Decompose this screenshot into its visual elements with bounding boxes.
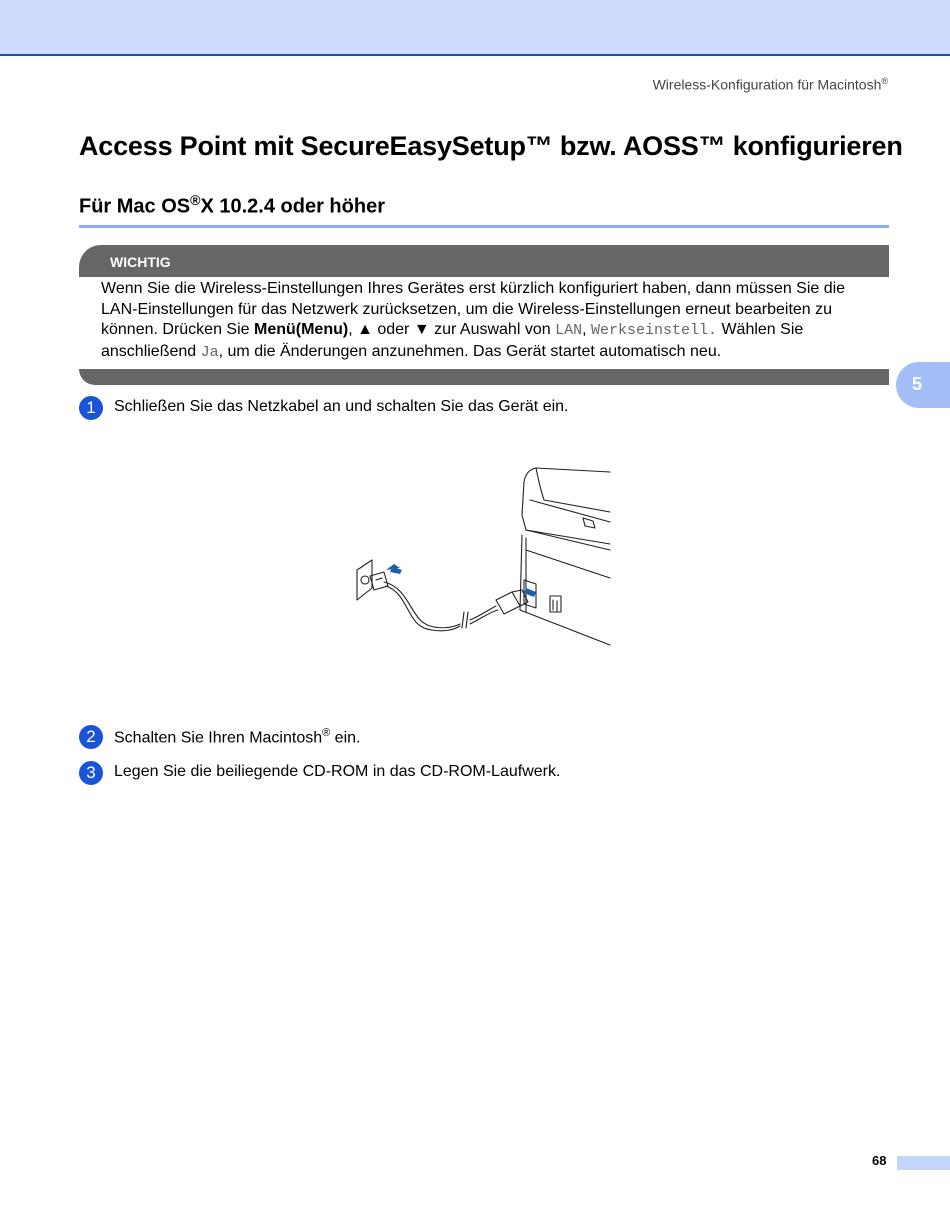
note-text: ,	[582, 321, 591, 338]
lcd-text-ja: Ja	[200, 343, 219, 361]
registered-mark: ®	[322, 727, 331, 739]
lcd-text-werkseinstell: Werkseinstell.	[590, 322, 717, 339]
note-text: können. Drücken Sie	[101, 321, 254, 338]
top-band	[0, 0, 950, 56]
step-text	[114, 727, 360, 747]
note-line	[101, 342, 891, 364]
note-header-bar	[79, 245, 889, 277]
step-text-suffix: ein.	[330, 729, 361, 747]
note-label: WICHTIG	[110, 254, 171, 270]
page-number: 68	[872, 1153, 887, 1168]
step-text-main: Schalten Sie Ihren Macintosh	[114, 729, 323, 747]
note-body	[101, 279, 891, 363]
section-heading	[79, 192, 385, 219]
lcd-text-lan: LAN	[555, 322, 583, 339]
menu-key-label: Menü(Menu)	[253, 321, 349, 338]
note-text: , um die Änderungen anzunehmen. Das Gerät startet automatisch neu.	[218, 342, 722, 360]
page-number-tab	[897, 1156, 950, 1170]
registered-mark: ®	[190, 192, 201, 208]
note-text: anschließend	[101, 342, 201, 360]
note-text: , ▲ oder ▼ zur Auswahl von	[348, 321, 556, 338]
section-heading-part1: Für Mac OS	[79, 195, 191, 218]
registered-mark: ®	[881, 76, 888, 86]
step-text: Legen Sie die beiliegende CD-ROM in das CD-ROM-Laufwerk.	[114, 763, 561, 780]
power-cord-connection-illustration	[340, 460, 615, 655]
step-number-badge: 1	[79, 396, 103, 420]
note-line: Wenn Sie die Wireless-Einstellungen Ihres Gerätes erst kürzlich konfiguriert haben, dann müssen Sie die	[101, 280, 846, 297]
running-header-text: Wireless-Konfiguration für Macintosh	[652, 76, 882, 93]
chapter-number: 5	[912, 374, 923, 394]
note-footer-bar	[79, 369, 889, 385]
step-text: Schließen Sie das Netzkabel an und schalten Sie das Gerät ein.	[114, 398, 569, 415]
page-title: Access Point mit SecureEasySetup™ bzw. AOSS™ konfigurieren	[79, 131, 903, 161]
section-underline	[79, 225, 889, 228]
note-text: Wählen Sie	[717, 321, 804, 338]
step-number-badge: 2	[79, 725, 103, 749]
note-line: LAN-Einstellungen für das Netzwerk zurücksetzen, um die Wireless-Einstellungen erneut bearbeiten zu	[101, 300, 833, 318]
section-heading-part2: X 10.2.4 oder höher	[200, 195, 385, 218]
step-number-badge: 3	[79, 761, 103, 785]
running-header	[653, 76, 888, 93]
note-line	[101, 320, 891, 342]
chapter-tab[interactable]	[896, 362, 950, 408]
